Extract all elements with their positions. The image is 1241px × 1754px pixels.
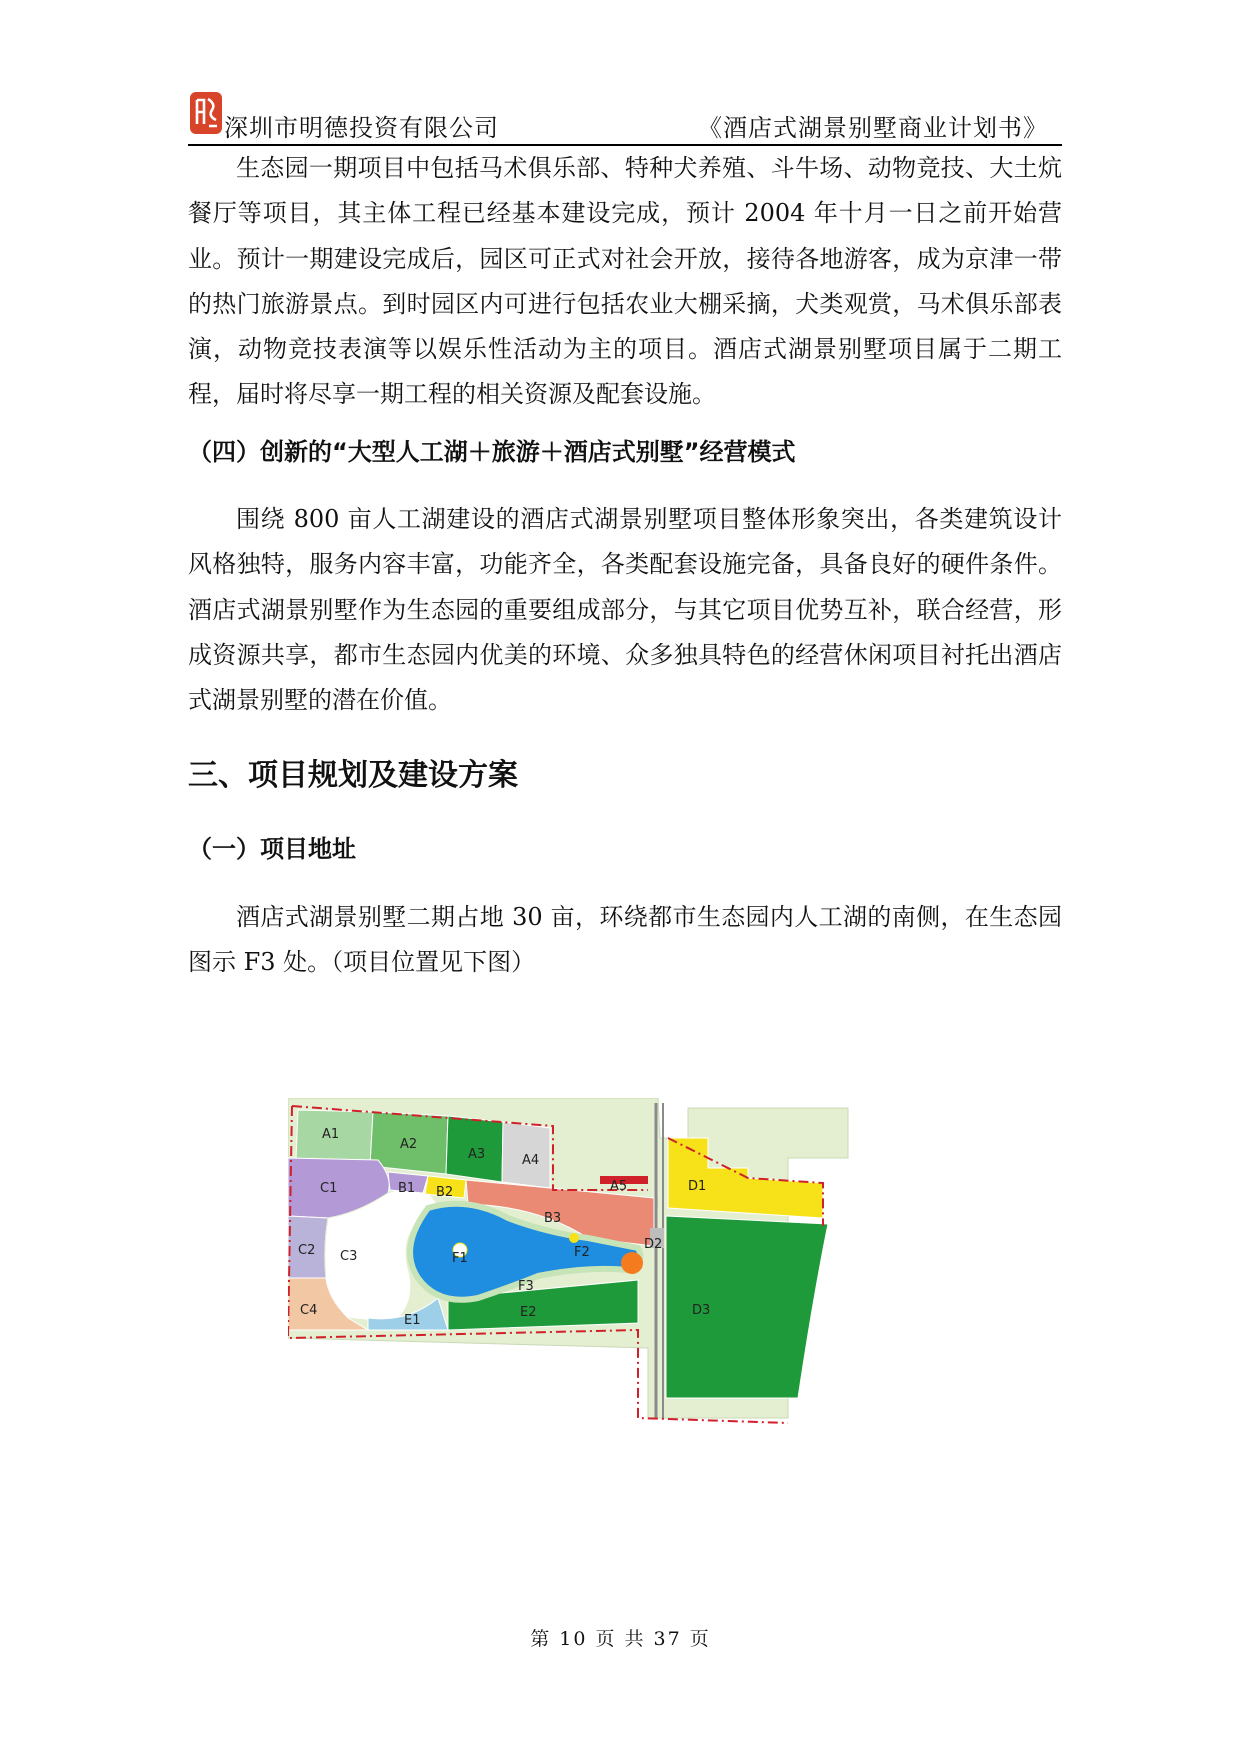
map-label-a5: A5 (610, 1179, 628, 1194)
map-label-e2: E2 (520, 1305, 537, 1320)
section-heading-business-model: （四）创新的“大型人工湖＋旅游＋酒店式别墅”经营模式 (188, 438, 796, 466)
page-header (188, 84, 1062, 146)
map-label-d2: D2 (644, 1237, 663, 1252)
map-label-a3: A3 (468, 1147, 486, 1162)
zone-f2-marker (569, 1233, 579, 1243)
zone-d3 (666, 1216, 828, 1398)
map-label-c4: C4 (300, 1303, 318, 1318)
paragraph-project-address: 酒店式湖景别墅二期占地 30 亩，环绕都市生态园内人工湖的南侧，在生态园图示 F3 处。（项目位置见下图） (188, 903, 1062, 977)
map-label-f3: F3 (518, 1279, 534, 1294)
map-label-c1: C1 (320, 1181, 338, 1196)
company-seal-icon (188, 90, 224, 136)
map-label-b3: B3 (544, 1211, 562, 1226)
map-label-b1: B1 (398, 1181, 416, 1196)
paragraph-phase-one: 生态园一期项目中包括马术俱乐部、特种犬养殖、斗牛场、动物竞技、大土炕餐厅等项目，其主体工程已经基本建设完成，预计 2004 年十月一日之前开始营业。预计一期建设完成后，园区可正式对社会开放，接待各地游客，成为京津一带的热门旅游景点。到时园区内可进行包括农业大棚采摘，犬类观赏，马术俱乐部表演，动物竞技表演等以娱乐性活动为主的项目。酒店式湖景别墅项目属于二期工程，届时将尽享一期工程的相关资源及配套设施。 (188, 154, 1062, 409)
map-label-e1: E1 (404, 1313, 421, 1328)
map-label-a4: A4 (522, 1153, 540, 1168)
chapter-heading-planning: 三、项目规划及建设方案 (188, 758, 518, 793)
lake-east-end (621, 1252, 643, 1274)
section-heading-project-address: （一）项目地址 (188, 835, 356, 863)
site-plan-map (288, 1098, 948, 1448)
company-name: 深圳市明德投资有限公司 (224, 114, 499, 142)
map-label-f2: F2 (574, 1245, 590, 1260)
map-label-c3: C3 (340, 1249, 358, 1264)
map-label-f1: F1 (452, 1251, 468, 1266)
map-label-a2: A2 (400, 1137, 418, 1152)
map-label-d1: D1 (688, 1179, 707, 1194)
map-label-c2: C2 (298, 1243, 316, 1258)
map-label-b2: B2 (436, 1185, 454, 1200)
page-footer: 第 10 页 共 37 页 (530, 1628, 711, 1650)
paragraph-business-model: 围绕 800 亩人工湖建设的酒店式湖景别墅项目整体形象突出，各类建筑设计风格独特，服务内容丰富，功能齐全，各类配套设施完备，具备良好的硬件条件。酒店式湖景别墅作为生态园的重要组成部分，与其它项目优势互补，联合经营，形成资源共享，都市生态园内优美的环境、众多独具特色的经营休闲项目衬托出酒店式湖景别墅的潜在价值。 (188, 505, 1062, 715)
map-label-d3: D3 (692, 1303, 711, 1318)
map-label-a1: A1 (322, 1127, 340, 1142)
document-title: 《酒店式湖景别墅商业计划书》 (698, 114, 1048, 142)
